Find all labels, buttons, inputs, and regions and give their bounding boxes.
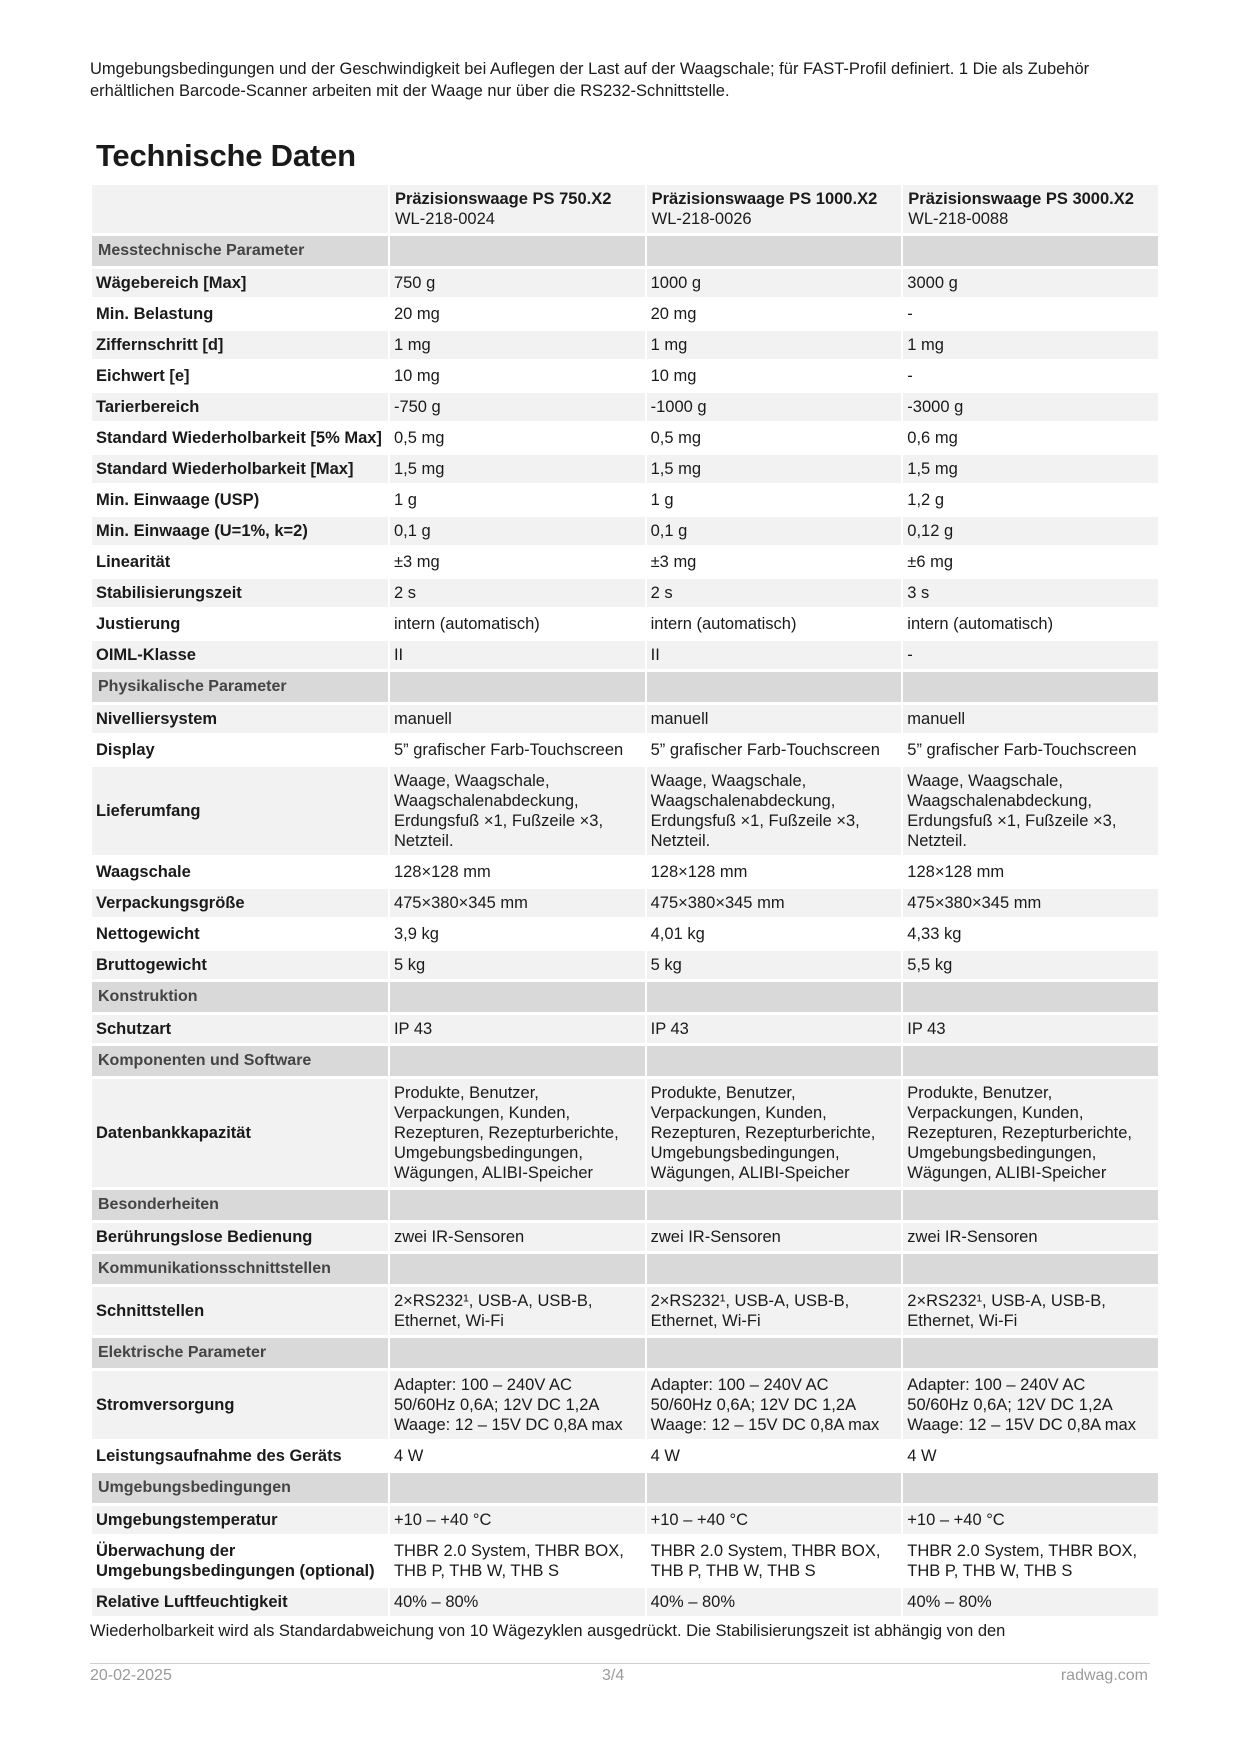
value-cell: 4,01 kg <box>647 920 902 948</box>
row-label: Nivelliersystem <box>92 705 388 733</box>
value-cell: 4,33 kg <box>903 920 1158 948</box>
table-row <box>92 610 1158 638</box>
value-cell: 5 kg <box>390 951 645 979</box>
value-line: Waage: 12 – 15V DC 0,8A max <box>393 1416 623 1434</box>
value-cell: intern (automatisch) <box>903 610 1158 638</box>
section-title: Umgebungsbedingungen <box>92 1473 388 1503</box>
value-cell: 4 W <box>390 1442 645 1470</box>
table-row <box>92 705 1158 733</box>
section-title: Komponenten und Software <box>92 1046 388 1076</box>
value-cell <box>647 1287 902 1335</box>
row-label: Display <box>92 736 388 764</box>
section-empty-cell <box>903 1046 1158 1076</box>
value-line: Verpackungen, Kunden, <box>650 1104 827 1122</box>
value-cell: zwei IR-Sensoren <box>647 1223 902 1251</box>
value-cell: 10 mg <box>390 362 645 390</box>
value-cell <box>647 1079 902 1187</box>
row-label-line: Überwachung der <box>96 1542 236 1560</box>
row-label: Lieferumfang <box>92 767 388 855</box>
row-label: Nettogewicht <box>92 920 388 948</box>
value-line: 50/60Hz 0,6A; 12V DC 1,2A <box>907 1396 1113 1414</box>
value-cell: +10 – +40 °C <box>647 1506 902 1534</box>
value-line: Umgebungsbedingungen, <box>907 1144 1097 1162</box>
closing-paragraph: Wiederholbarkeit wird als Standardabweichung von 10 Wägezyklen ausgedrückt. Die Stabilisierungszeit ist abhängig von den <box>90 1622 1006 1640</box>
table-row <box>92 548 1158 576</box>
value-cell: +10 – +40 °C <box>390 1506 645 1534</box>
value-cell: 5,5 kg <box>903 951 1158 979</box>
value-cell: intern (automatisch) <box>390 610 645 638</box>
row-label: Verpackungsgröße <box>92 889 388 917</box>
value-cell: 3 s <box>903 579 1158 607</box>
value-cell <box>390 1371 645 1439</box>
value-line: Adapter: 100 – 240V AC <box>650 1376 829 1394</box>
row-label: Leistungsaufnahme des Geräts <box>92 1442 388 1470</box>
row-label: Min. Einwaage (USP) <box>92 486 388 514</box>
footer-page-number: 3/4 <box>602 1667 625 1684</box>
value-cell: 1 mg <box>647 331 902 359</box>
model-code: WL-218-0026 <box>651 210 752 228</box>
value-line: Umgebungsbedingungen, <box>650 1144 840 1162</box>
value-line: Umgebungsbedingungen, <box>393 1144 583 1162</box>
value-cell: 0,5 mg <box>390 424 645 452</box>
section-header-row <box>92 1473 1158 1503</box>
row-label: Wägebereich [Max] <box>92 269 388 297</box>
value-cell: 0,12 g <box>903 517 1158 545</box>
row-label: Standard Wiederholbarkeit [Max] <box>92 455 388 483</box>
table-row <box>92 1371 1158 1439</box>
value-cell: 1,2 g <box>903 486 1158 514</box>
row-label-line: Umgebungsbedingungen (optional) <box>96 1562 375 1580</box>
row-label: Standard Wiederholbarkeit [5% Max] <box>92 424 388 452</box>
value-cell: 0,1 g <box>390 517 645 545</box>
value-line: Ethernet, Wi-Fi <box>907 1312 1018 1330</box>
model-name: Präzisionswaage PS 750.X2 <box>394 190 612 208</box>
row-label: Stabilisierungszeit <box>92 579 388 607</box>
value-cell: 3000 g <box>903 269 1158 297</box>
value-cell: 2 s <box>390 579 645 607</box>
section-header-row <box>92 1254 1158 1284</box>
value-cell: IP 43 <box>903 1015 1158 1043</box>
value-cell: 1 g <box>390 486 645 514</box>
value-line: Ethernet, Wi-Fi <box>393 1312 504 1330</box>
row-label: Min. Einwaage (U=1%, k=2) <box>92 517 388 545</box>
table-row <box>92 300 1158 328</box>
value-cell: - <box>903 362 1158 390</box>
section-empty-cell <box>390 1338 645 1368</box>
table-header-row <box>92 185 1158 233</box>
section-empty-cell <box>647 1254 902 1284</box>
value-cell: ±3 mg <box>647 548 902 576</box>
model-name: Präzisionswaage PS 1000.X2 <box>651 190 878 208</box>
section-empty-cell <box>647 1338 902 1368</box>
value-cell: intern (automatisch) <box>647 610 902 638</box>
value-cell: -1000 g <box>647 393 902 421</box>
value-cell: 475×380×345 mm <box>647 889 902 917</box>
section-empty-cell <box>903 982 1158 1012</box>
section-header-row <box>92 1338 1158 1368</box>
value-line: Produkte, Benutzer, <box>907 1084 1053 1102</box>
table-row <box>92 486 1158 514</box>
value-line: Produkte, Benutzer, <box>393 1084 539 1102</box>
model-header-3 <box>903 185 1158 233</box>
section-empty-cell <box>647 982 902 1012</box>
value-cell: 40% – 80% <box>903 1588 1158 1616</box>
value-cell: 3,9 kg <box>390 920 645 948</box>
value-cell: II <box>390 641 645 669</box>
row-label: Eichwert [e] <box>92 362 388 390</box>
table-row <box>92 1442 1158 1470</box>
value-cell: 128×128 mm <box>903 858 1158 886</box>
row-label: Bruttogewicht <box>92 951 388 979</box>
value-cell <box>390 1079 645 1187</box>
value-cell: manuell <box>903 705 1158 733</box>
value-cell: IP 43 <box>390 1015 645 1043</box>
section-empty-cell <box>390 1190 645 1220</box>
value-cell <box>903 1537 1158 1585</box>
value-cell: 1,5 mg <box>647 455 902 483</box>
value-cell <box>903 1371 1158 1439</box>
value-cell: zwei IR-Sensoren <box>903 1223 1158 1251</box>
value-line: Erdungsfuß ×1, Fußzeile ×3, <box>393 812 604 830</box>
section-empty-cell <box>390 1254 645 1284</box>
table-row <box>92 424 1158 452</box>
row-label: Relative Luftfeuchtigkeit <box>92 1588 388 1616</box>
value-cell: 5” grafischer Farb-Touchscreen <box>903 736 1158 764</box>
value-line: Produkte, Benutzer, <box>650 1084 796 1102</box>
table-row <box>92 362 1158 390</box>
table-row <box>92 269 1158 297</box>
table-row <box>92 517 1158 545</box>
section-title: Kommunikationsschnittstellen <box>92 1254 388 1284</box>
table-row <box>92 767 1158 855</box>
value-cell: 5” grafischer Farb-Touchscreen <box>647 736 902 764</box>
row-label: Ziffernschritt [d] <box>92 331 388 359</box>
value-line: Wägungen, ALIBI-Speicher <box>650 1164 850 1182</box>
model-code: WL-218-0088 <box>908 210 1009 228</box>
value-line: Erdungsfuß ×1, Fußzeile ×3, <box>907 812 1117 830</box>
table-row <box>92 1287 1158 1335</box>
value-line: Waage, Waagschale, <box>650 772 807 790</box>
page-title: Technische Daten <box>96 138 356 173</box>
value-cell: 1 mg <box>390 331 645 359</box>
section-empty-cell <box>647 236 902 266</box>
value-line: 2×RS232¹, USB-A, USB-B, <box>650 1292 850 1310</box>
section-empty-cell <box>647 672 902 702</box>
value-cell <box>647 1537 902 1585</box>
row-label: Schutzart <box>92 1015 388 1043</box>
value-cell: 0,5 mg <box>647 424 902 452</box>
section-empty-cell <box>903 1338 1158 1368</box>
value-cell: 10 mg <box>647 362 902 390</box>
header-empty-cell <box>92 185 388 233</box>
value-cell <box>903 1079 1158 1187</box>
value-cell: 128×128 mm <box>390 858 645 886</box>
model-header-1 <box>390 185 645 233</box>
value-cell: 20 mg <box>390 300 645 328</box>
value-line: Waage: 12 – 15V DC 0,8A max <box>907 1416 1136 1434</box>
value-line: THB P, THB W, THB S <box>907 1562 1073 1580</box>
value-line: Netzteil. <box>393 832 454 850</box>
value-line: Waagschalenabdeckung, <box>650 792 836 810</box>
value-cell: manuell <box>647 705 902 733</box>
value-line: Adapter: 100 – 240V AC <box>907 1376 1086 1394</box>
footer-website: radwag.com <box>1060 1667 1148 1684</box>
value-cell: zwei IR-Sensoren <box>390 1223 645 1251</box>
row-label: Schnittstellen <box>92 1287 388 1335</box>
value-cell: 475×380×345 mm <box>390 889 645 917</box>
value-cell: 0,6 mg <box>903 424 1158 452</box>
value-line: THBR 2.0 System, THBR BOX, <box>393 1542 624 1560</box>
value-cell: 1,5 mg <box>903 455 1158 483</box>
table-row <box>92 1223 1158 1251</box>
value-cell: 1000 g <box>647 269 902 297</box>
spec-table <box>90 182 1160 1619</box>
section-empty-cell <box>647 1046 902 1076</box>
value-line: Waage: 12 – 15V DC 0,8A max <box>650 1416 880 1434</box>
section-header-row <box>92 1046 1158 1076</box>
value-line: Wägungen, ALIBI-Speicher <box>907 1164 1107 1182</box>
section-header-row <box>92 982 1158 1012</box>
row-label: Linearität <box>92 548 388 576</box>
value-line: Ethernet, Wi-Fi <box>650 1312 761 1330</box>
value-cell: manuell <box>390 705 645 733</box>
value-cell: 5 kg <box>647 951 902 979</box>
table-row <box>92 858 1158 886</box>
value-cell: - <box>903 300 1158 328</box>
value-cell: II <box>647 641 902 669</box>
table-row <box>92 1079 1158 1187</box>
value-cell: 2 s <box>647 579 902 607</box>
value-cell: - <box>903 641 1158 669</box>
value-cell: 0,1 g <box>647 517 902 545</box>
value-cell: 1,5 mg <box>390 455 645 483</box>
value-cell: 40% – 80% <box>647 1588 902 1616</box>
value-line: Netzteil. <box>650 832 711 850</box>
section-empty-cell <box>390 982 645 1012</box>
value-line: Verpackungen, Kunden, <box>907 1104 1084 1122</box>
section-empty-cell <box>647 1190 902 1220</box>
value-cell: +10 – +40 °C <box>903 1506 1158 1534</box>
row-label: Datenbankkapazität <box>92 1079 388 1187</box>
table-row <box>92 455 1158 483</box>
section-empty-cell <box>390 236 645 266</box>
value-cell <box>390 1537 645 1585</box>
row-label: Tarierbereich <box>92 393 388 421</box>
table-row <box>92 1588 1158 1616</box>
section-header-row <box>92 236 1158 266</box>
value-cell: -750 g <box>390 393 645 421</box>
table-row <box>92 1506 1158 1534</box>
value-cell: 40% – 80% <box>390 1588 645 1616</box>
table-row <box>92 1015 1158 1043</box>
section-empty-cell <box>903 1254 1158 1284</box>
value-line: THBR 2.0 System, THBR BOX, <box>650 1542 881 1560</box>
value-cell: 1 g <box>647 486 902 514</box>
value-cell <box>647 767 902 855</box>
value-cell: ±3 mg <box>390 548 645 576</box>
table-row <box>92 393 1158 421</box>
value-line: Erdungsfuß ×1, Fußzeile ×3, <box>650 812 860 830</box>
value-cell: 750 g <box>390 269 645 297</box>
section-title: Elektrische Parameter <box>92 1338 388 1368</box>
table-row <box>92 641 1158 669</box>
table-row <box>92 1537 1158 1585</box>
section-empty-cell <box>390 672 645 702</box>
section-empty-cell <box>903 236 1158 266</box>
intro-paragraph: Umgebungsbedingungen und der Geschwindigkeit bei Auflegen der Last auf der Waagschale; für FAST-Profil definiert. 1 Die als Zubehör erhältlichen Barcode-Scanner arbeiten mit der Waage nur über die RS232-Schnittstelle. <box>90 60 1090 100</box>
model-code: WL-218-0024 <box>394 210 495 228</box>
value-line: Rezepturen, Rezepturberichte, <box>907 1124 1133 1142</box>
table-row <box>92 951 1158 979</box>
value-line: Verpackungen, Kunden, <box>393 1104 571 1122</box>
value-line: Rezepturen, Rezepturberichte, <box>650 1124 876 1142</box>
row-label: Min. Belastung <box>92 300 388 328</box>
section-title: Konstruktion <box>92 982 388 1012</box>
value-cell: ±6 mg <box>903 548 1158 576</box>
section-title: Besonderheiten <box>92 1190 388 1220</box>
value-line: Waage, Waagschale, <box>393 772 550 790</box>
value-line: THBR 2.0 System, THBR BOX, <box>907 1542 1138 1560</box>
row-label: Stromversorgung <box>92 1371 388 1439</box>
table-row <box>92 331 1158 359</box>
value-cell: 475×380×345 mm <box>903 889 1158 917</box>
value-line: THB P, THB W, THB S <box>393 1562 559 1580</box>
section-title: Messtechnische Parameter <box>92 236 388 266</box>
row-label <box>92 1537 388 1585</box>
value-cell: 1 mg <box>903 331 1158 359</box>
value-line: Waagschalenabdeckung, <box>393 792 579 810</box>
table-row <box>92 920 1158 948</box>
value-line: Wägungen, ALIBI-Speicher <box>393 1164 593 1182</box>
value-line: 50/60Hz 0,6A; 12V DC 1,2A <box>650 1396 857 1414</box>
spec-table-body <box>92 185 1158 1616</box>
value-cell: IP 43 <box>647 1015 902 1043</box>
model-name: Präzisionswaage PS 3000.X2 <box>908 190 1134 208</box>
value-cell: 128×128 mm <box>647 858 902 886</box>
section-header-row <box>92 1190 1158 1220</box>
row-label: Berührungslose Bedienung <box>92 1223 388 1251</box>
section-empty-cell <box>647 1473 902 1503</box>
value-cell: -3000 g <box>903 393 1158 421</box>
value-line: Waage, Waagschale, <box>907 772 1063 790</box>
value-cell <box>390 767 645 855</box>
table-row <box>92 736 1158 764</box>
value-cell: 4 W <box>903 1442 1158 1470</box>
value-line: 50/60Hz 0,6A; 12V DC 1,2A <box>393 1396 600 1414</box>
model-header-2 <box>647 185 902 233</box>
value-cell <box>390 1287 645 1335</box>
section-empty-cell <box>390 1473 645 1503</box>
section-header-row <box>92 672 1158 702</box>
table-row <box>92 889 1158 917</box>
row-label: Justierung <box>92 610 388 638</box>
row-label: OIML-Klasse <box>92 641 388 669</box>
value-cell <box>903 767 1158 855</box>
value-cell: 5” grafischer Farb-Touchscreen <box>390 736 645 764</box>
row-label: Umgebungstemperatur <box>92 1506 388 1534</box>
footer-date: 20-02-2025 <box>90 1667 172 1684</box>
section-empty-cell <box>903 672 1158 702</box>
section-empty-cell <box>903 1190 1158 1220</box>
value-cell <box>903 1287 1158 1335</box>
section-title: Physikalische Parameter <box>92 672 388 702</box>
value-line: THB P, THB W, THB S <box>650 1562 816 1580</box>
value-line: Netzteil. <box>907 832 967 850</box>
table-row <box>92 579 1158 607</box>
value-line: Waagschalenabdeckung, <box>907 792 1092 810</box>
value-cell <box>647 1371 902 1439</box>
value-line: Adapter: 100 – 240V AC <box>393 1376 572 1394</box>
value-line: Rezepturen, Rezepturberichte, <box>393 1124 619 1142</box>
value-line: 2×RS232¹, USB-A, USB-B, <box>393 1292 593 1310</box>
value-line: 2×RS232¹, USB-A, USB-B, <box>907 1292 1106 1310</box>
footer-divider <box>90 1663 1150 1664</box>
section-empty-cell <box>903 1473 1158 1503</box>
row-label: Waagschale <box>92 858 388 886</box>
value-cell: 4 W <box>647 1442 902 1470</box>
value-cell: 20 mg <box>647 300 902 328</box>
section-empty-cell <box>390 1046 645 1076</box>
